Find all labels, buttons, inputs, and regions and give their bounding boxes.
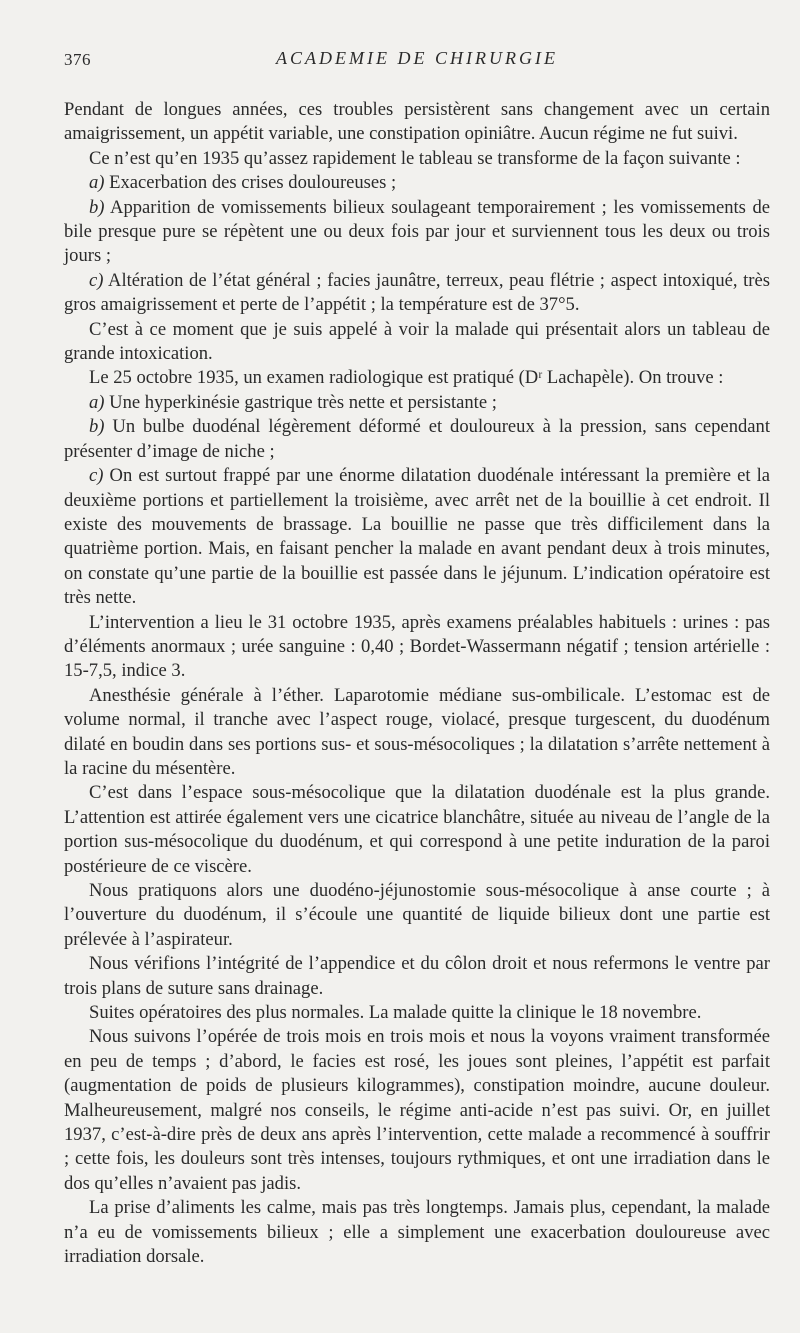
paragraph — [64, 171, 770, 195]
paragraph-text: Altération de l’état général ; facies jaunâtre, terreux, peau flétrie ; aspect intoxiqué, très gros amaigrissement et perte de l’appétit ; la température est de 37°5. — [64, 269, 770, 316]
paragraph — [64, 269, 770, 318]
paragraph-text: Nous vérifions l’intégrité de l’appendice et du côlon droit et nous refermons le ventre par trois plans de suture sans drainage. — [64, 953, 770, 999]
enumeration-label: c) — [89, 269, 104, 291]
paragraph-text: Pendant de longues années, ces troubles persistèrent sans changement avec un certain amaigrissement, un appétit variable, une constipation opiniâtre. Aucun régime ne fut suivi. — [64, 99, 770, 145]
paragraph-text: Nous pratiquons alors une duodéno-jéjunostomie sous-mésocolique à anse courte ; à l’ouverture du duodénum, il s’écoule une quantité de liquide bilieux dont une partie est prélevée à l’aspirateur. — [64, 880, 770, 950]
paragraph — [64, 391, 770, 415]
running-head: ACADEMIE DE CHIRURGIE — [276, 48, 558, 68]
paragraph — [64, 1196, 770, 1269]
paragraph — [64, 1001, 770, 1025]
enumeration-label: c) — [89, 465, 104, 487]
paragraph-text: On est surtout frappé par une énorme dilatation duodénale intéressant la première et la deuxième portions et partiellement la troisième, avec arrêt net de la bouillie à cet endroit. Il existe des mouvements de brassage. La bouillie ne passe que très difficilement dans la quatrième portion. Mais, en faisant pencher la malade en avant pendant deux à trois minutes, on constate qu’une partie de la bouillie est passée dans le jéjunum. L’indication opératoire est très nette. — [64, 465, 770, 609]
paragraph — [64, 415, 770, 464]
paragraph — [64, 952, 770, 1001]
paragraph — [64, 1025, 770, 1196]
body-text — [64, 98, 770, 1270]
enumeration-label: a) — [89, 391, 105, 413]
paragraph-text: L’intervention a lieu le 31 octobre 1935, après examens préalables habituels : urines : pas d’éléments anormaux ; urée sanguine : 0,40 ; Bordet-Wassermann négatif ; tension artérielle : 15-7,5, indice 3. — [64, 611, 770, 682]
paragraph — [64, 879, 770, 952]
paragraph — [64, 611, 770, 684]
paragraph-text: Un bulbe duodénal légèrement déformé et douloureux à la pression, sans cependant présenter d’image de niche ; — [64, 416, 770, 462]
paragraph — [64, 464, 770, 610]
paragraph-text: Ce n’est qu’en 1935 qu’assez rapidement le tableau se transforme de la façon suivante : — [89, 147, 741, 169]
paragraph — [64, 781, 770, 879]
paragraph-text: Anesthésie générale à l’éther. Laparotomie médiane sus-ombilicale. L’estomac est de volume normal, il tranche avec l’aspect rouge, violacé, presque turgescent, du duodénum dilaté en boudin dans ses portions sus- et sous-mésocoliques ; la dilatation s’arrête nettement à la racine du mésentère. — [64, 684, 770, 779]
paragraph-text: La prise d’aliments les calme, mais pas très longtemps. Jamais plus, cependant, la malade n’a eu de vomissements bilieux ; elle a simplement une exacerbation douloureuse avec irradiation dorsale. — [64, 1197, 770, 1268]
paragraph-text: Suites opératoires des plus normales. La malade quitte la clinique le 18 novembre. — [89, 1002, 702, 1024]
paragraph — [64, 684, 770, 782]
page-number: 376 — [64, 50, 91, 69]
paragraph-text: Le 25 octobre 1935, un examen radiologique est pratiqué (Dʳ Lachapèle). On trouve : — [89, 367, 724, 389]
paragraph-text: C’est à ce moment que je suis appelé à voir la malade qui présentait alors un tableau de grande intoxication. — [64, 318, 770, 365]
paragraph — [64, 147, 770, 171]
enumeration-label: b) — [89, 196, 105, 218]
paragraph-text: Nous suivons l’opérée de trois mois en trois mois et nous la voyons vraiment transformée en peu de temps ; d’abord, le facies est rosé, les joues sont pleines, l’appétit est parfait (augmentation de poids de plusieurs kilogrammes), constipation moindre, aucune douleur. Malheureusement, malgré nos conseils, le régime anti-acide n’est pas suivi. Or, en juillet 1937, c’est-à-dire près de deux ans après l’intervention, cette malade a recommencé à souffrir ; cette fois, les douleurs sont très intenses, toujours rythmiques, et ont une irradiation dans le dos qu’elles n’avaient pas jadis. — [64, 1026, 770, 1194]
paragraph-text: Une hyperkinésie gastrique très nette et persistante ; — [104, 391, 497, 413]
paragraph — [64, 196, 770, 269]
paragraph-text: Apparition de vomissements bilieux soulageant temporairement ; les vomissements de bile presque pure se répètent une ou deux fois par jour et surviennent tous les deux ou trois jours ; — [64, 196, 770, 267]
page-header — [64, 44, 770, 74]
paragraph-text: Exacerbation des crises douloureuses ; — [104, 172, 397, 194]
enumeration-label: b) — [89, 416, 105, 438]
paragraph — [64, 98, 770, 147]
enumeration-label: a) — [89, 172, 105, 194]
paragraph-text: C’est dans l’espace sous-mésocolique que la dilatation duodénale est la plus grande. L’attention est attirée également vers une cicatrice blanchâtre, située au niveau de l’angle de la portion sus-mésocolique du duodénum, et qui correspond à une petite induration de la paroi postérieure de ce viscère. — [64, 782, 770, 877]
paragraph — [64, 318, 770, 367]
paragraph — [64, 366, 770, 390]
